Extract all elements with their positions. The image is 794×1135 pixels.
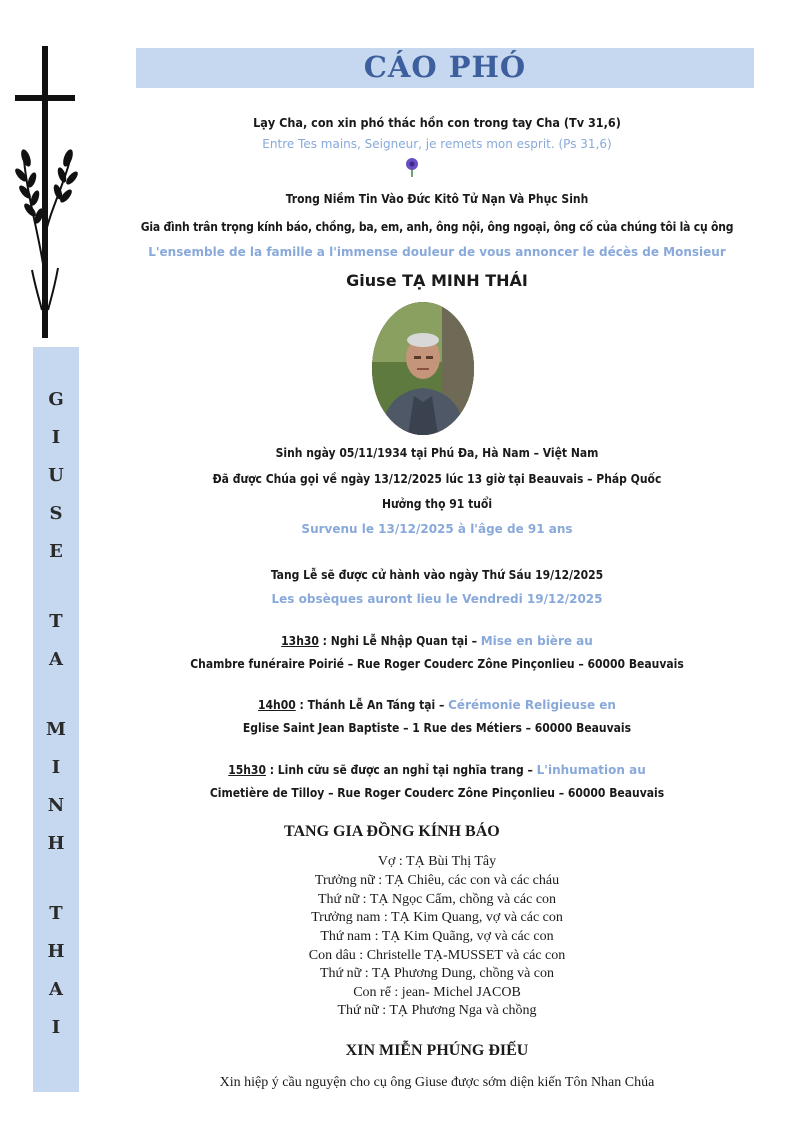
family-member: Con dâu : Christelle TẠ-MUSSET và các con [308, 948, 566, 963]
side-letter: I [51, 1017, 61, 1038]
funeral-date-vietnamese: Tang Lễ sẽ được cử hành vào ngày Thứ Sáu 19/12/2025 [270, 568, 604, 582]
birth-info: Sinh ngày 05/11/1934 tại Phú Đa, Hà Nam – Việt Nam [275, 446, 599, 460]
side-letter: H [47, 833, 65, 854]
family-member: Thứ nữ : TẠ Phương Nga và chồng [337, 1003, 537, 1018]
purple-flower-icon [404, 157, 420, 177]
event-time: 13h30 [281, 634, 319, 648]
event-1-place: Chambre funéraire Poirié – Rue Roger Couderc Zône Pinçonlieu – 60000 Beauvais [190, 657, 684, 671]
event-french: Cérémonie Religieuse en [448, 698, 616, 712]
side-letter: M [46, 719, 66, 740]
event-2-place: Eglise Saint Jean Baptiste – 1 Rue des Métiers – 60000 Beauvais [242, 721, 632, 735]
age-vietnamese: Hưởng thọ 91 tuổi [381, 497, 493, 511]
side-letter: U [48, 465, 64, 486]
deceased-name: Giuse TẠ MINH THÁI [346, 271, 528, 290]
side-letter: E [49, 541, 63, 562]
event-3-place: Cimetière de Tilloy – Rue Roger Couderc Zône Pinçonlieu – 60000 Beauvais [209, 786, 665, 800]
family-member: Trưởng nữ : TẠ Chiêu, các con và các cháu [314, 873, 560, 888]
family-member: Con rể : jean- Michel JACOB [353, 985, 521, 1000]
side-letter: H [47, 941, 65, 962]
age-french: Survenu le 13/12/2025 à l'âge de 91 ans [301, 522, 573, 536]
funeral-date-french: Les obsèques auront lieu le Vendredi 19/12/2025 [271, 592, 603, 606]
family-heading: TANG GIA ĐỒNG KÍNH BÁO [284, 823, 500, 840]
event-time: 14h00 [258, 698, 296, 712]
event-french: Mise en bière au [480, 634, 593, 648]
french-prayer: Entre Tes mains, Seigneur, je remets mon esprit. (Ps 31,6) [262, 137, 612, 151]
side-letter: I [51, 427, 61, 448]
event-vietnamese: : Thánh Lễ An Táng tại – [295, 698, 449, 712]
family-member: Thứ nam : TẠ Kim Quãng, vợ và các con [320, 929, 554, 944]
event-french: L'inhumation au [536, 763, 646, 777]
portrait-photo [372, 302, 474, 435]
side-letter: T [49, 903, 63, 924]
event-vietnamese: : Linh cữu sẽ được an nghỉ tại nghĩa trang – [265, 763, 537, 777]
event-1 [80, 634, 794, 648]
event-time: 15h30 [228, 763, 266, 777]
side-letter: A [49, 649, 63, 670]
family-member: Vợ : TẠ Bùi Thị Tây [377, 854, 497, 869]
death-info: Đã được Chúa gọi về ngày 13/12/2025 lúc 13 giờ tại Beauvais – Pháp Quốc [212, 472, 662, 486]
vietnamese-prayer: Lạy Cha, con xin phó thác hồn con trong tay Cha (Tv 31,6) [253, 115, 621, 130]
announcement-vietnamese: Gia đình trân trọng kính báo, chồng, ba, em, anh, ông nội, ông ngoại, ông cố của chúng tôi là cụ ông [140, 220, 734, 234]
side-letter: S [49, 503, 63, 524]
event-vietnamese: : Nghi Lễ Nhập Quan tại – [318, 634, 481, 648]
vertical-name-sidebar [33, 347, 79, 1092]
family-member: Thứ nữ : TẠ Ngọc Cẩm, chồng và các con [317, 892, 557, 907]
side-letter: G [48, 389, 64, 410]
cross-with-wheat-icon [10, 40, 80, 340]
page-title: CÁO PHÓ [363, 50, 527, 84]
side-letter: N [47, 795, 65, 816]
event-3 [80, 763, 794, 777]
family-member: Trưởng nam : TẠ Kim Quang, vợ và các con [311, 910, 563, 925]
event-2 [80, 698, 794, 712]
side-letter: A [49, 979, 63, 1000]
faith-line: Trong Niềm Tin Vào Đức Kitô Tử Nạn Và Phục Sinh [285, 192, 589, 206]
side-letter: I [51, 757, 61, 778]
side-letter: T [49, 611, 63, 632]
family-member: Thứ nữ : TẠ Phương Dung, chồng và con [319, 966, 555, 981]
closing-prayer: Xin hiệp ý cầu nguyện cho cụ ông Giuse được sớm diện kiến Tôn Nhan Chúa [219, 1075, 655, 1090]
announcement-french: L'ensemble de la famille a l'immense douleur de vous annoncer le décès de Monsieur [148, 245, 726, 259]
closing-heading: XIN MIỄN PHÚNG ĐIẾU [345, 1042, 529, 1059]
